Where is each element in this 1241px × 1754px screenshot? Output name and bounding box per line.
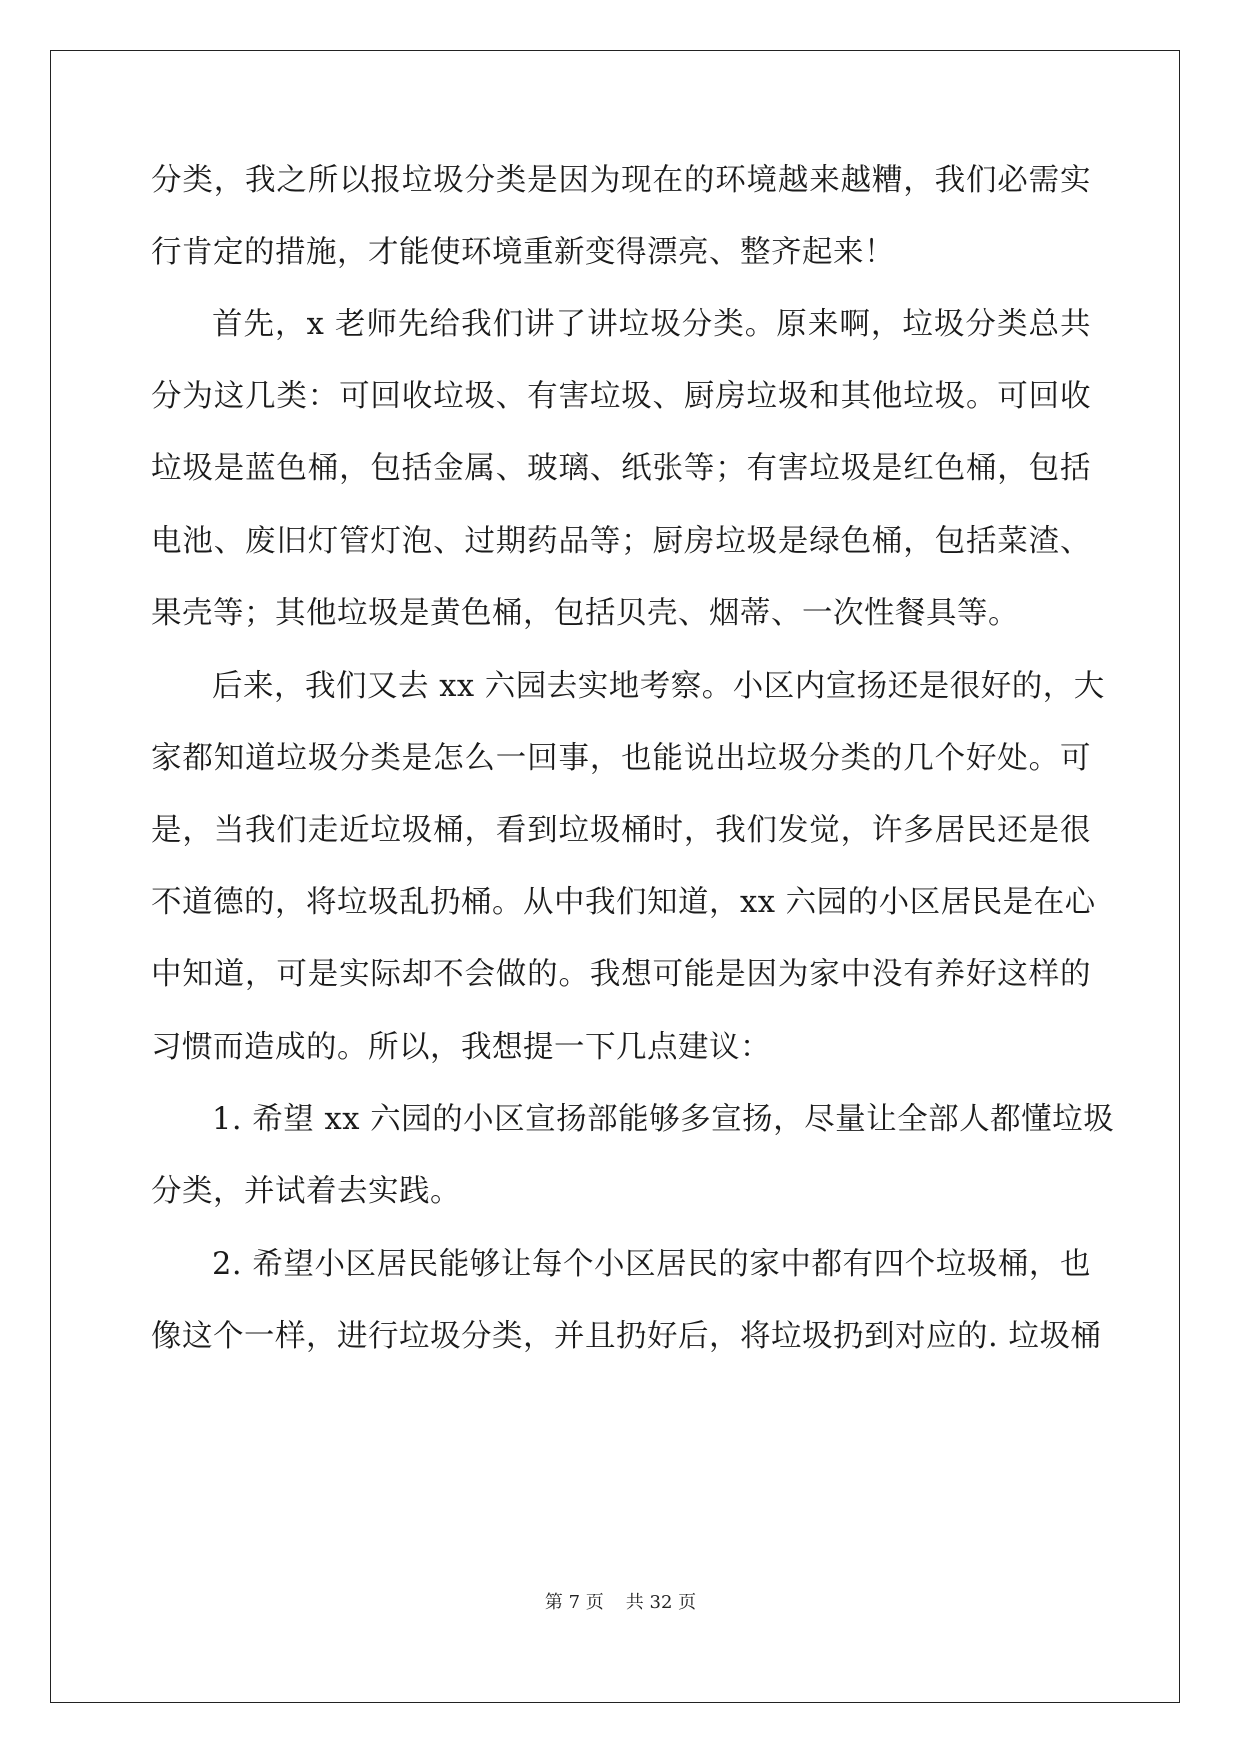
text-line: 习惯而造成的。所以，我想提一下几点建议： xyxy=(151,1030,771,1065)
text-line: 分类，并试着去实践。 xyxy=(151,1174,461,1209)
text-line: 分类，我之所以报垃圾分类是因为现在的环境越来越糟，我们必需实 xyxy=(151,163,1091,198)
paragraph-start-line: 首先，x 老师先给我们讲了讲垃圾分类。原来啊，垃圾分类总共 xyxy=(212,307,1091,342)
text-line: 行肯定的措施，才能使环境重新变得漂亮、整齐起来！ xyxy=(151,235,895,270)
page-border xyxy=(50,50,1180,1703)
text-line: 果壳等；其他垃圾是黄色桶，包括贝壳、烟蒂、一次性餐具等。 xyxy=(151,596,1019,631)
page-total: 共 32 页 xyxy=(625,1592,697,1613)
page-number: 第 7 页 xyxy=(544,1592,604,1613)
text-line: 电池、废旧灯管灯泡、过期药品等；厨房垃圾是绿色桶，包括菜渣、 xyxy=(151,524,1091,559)
text-line: 分为这几类：可回收垃圾、有害垃圾、厨房垃圾和其他垃圾。可回收 xyxy=(151,379,1091,414)
text-line: 垃圾是蓝色桶，包括金属、玻璃、纸张等；有害垃圾是红色桶，包括 xyxy=(151,451,1091,486)
text-line: 像这个一样，进行垃圾分类，并且扔好后，将垃圾扔到对应的. 垃圾桶 xyxy=(151,1319,1102,1354)
text-line: 不道德的，将垃圾乱扔桶。从中我们知道，xx 六园的小区居民是在心 xyxy=(151,885,1096,920)
text-line: 是，当我们走近垃圾桶，看到垃圾桶时，我们发觉，许多居民还是很 xyxy=(151,813,1091,848)
page-footer xyxy=(0,1591,1241,1615)
paragraph-start-line: 1. 希望 xx 六园的小区宣扬部能够多宣扬，尽量让全部人都懂垃圾 xyxy=(212,1102,1115,1137)
paragraph-start-line: 2. 希望小区居民能够让每个小区居民的家中都有四个垃圾桶，也 xyxy=(212,1247,1091,1282)
text-line: 家都知道垃圾分类是怎么一回事，也能说出垃圾分类的几个好处。可 xyxy=(151,741,1091,776)
text-line: 中知道，可是实际却不会做的。我想可能是因为家中没有养好这样的 xyxy=(151,957,1091,992)
paragraph-start-line: 后来，我们又去 xx 六园去实地考察。小区内宣扬还是很好的，大 xyxy=(212,669,1105,704)
